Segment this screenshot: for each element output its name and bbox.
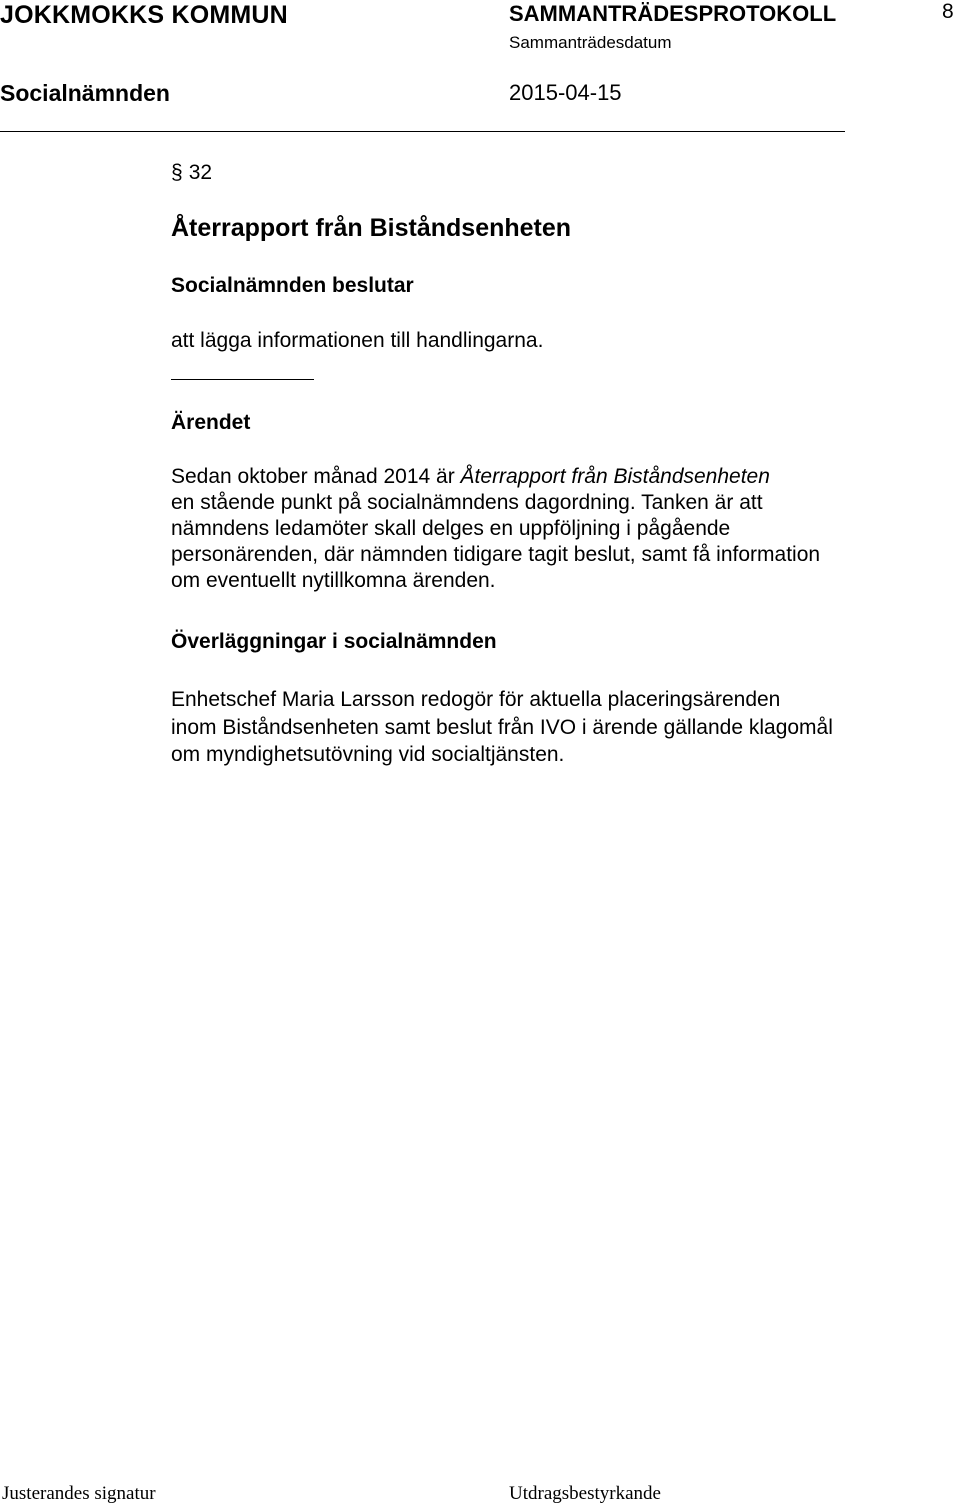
matter-line (171, 464, 931, 490)
organization-name: JOKKMOKKS KOMMUN (0, 1, 288, 29)
decision-divider (171, 379, 314, 380)
footer-signature-label: Justerandes signatur (2, 1483, 156, 1504)
header-divider (0, 131, 845, 132)
discussion-heading: Överläggningar i socialnämnden (171, 630, 497, 653)
matter-line1-prefix: Sedan oktober månad 2014 är (171, 465, 461, 488)
decision-text: att lägga informationen till handlingarna. (171, 329, 544, 352)
discussion-line: om myndighetsutövning vid socialtjänsten. (171, 743, 565, 766)
footer-certification-label: Utdragsbestyrkande (509, 1483, 661, 1504)
committee-name: Socialnämnden (0, 80, 170, 106)
discussion-line: Enhetschef Maria Larsson redogör för aktuella placeringsärenden (171, 688, 781, 711)
discussion-paragraph (171, 686, 941, 769)
page-number: 8 (942, 0, 954, 23)
matter-line: nämndens ledamöter skall delges en uppföljning i pågående (171, 517, 731, 540)
section-number-value: 32 (188, 161, 213, 184)
meeting-date-label: Sammanträdesdatum (509, 33, 672, 52)
matter-line: om eventuellt nytillkomna ärenden. (171, 569, 496, 592)
section-title: Återrapport från Biståndsenheten (171, 214, 572, 242)
discussion-line: inom Biståndsenheten samt beslut från IVO i ärende gällande klagomål (171, 715, 833, 739)
matter-paragraph (171, 464, 931, 594)
section-number (171, 161, 212, 185)
matter-line1-italic: Återrapport från Biståndsenheten (460, 465, 770, 488)
decision-heading: Socialnämnden beslutar (171, 274, 414, 297)
document-type: SAMMANTRÄDESPROTOKOLL (509, 1, 837, 26)
section-sign: § (171, 161, 183, 184)
meeting-date: 2015-04-15 (509, 80, 622, 105)
matter-heading: Ärendet (171, 411, 251, 434)
matter-line: en stående punkt på socialnämndens dagordning. Tanken är att (171, 491, 763, 514)
matter-line: personärenden, där nämnden tidigare tagit beslut, samt få information (171, 543, 821, 566)
